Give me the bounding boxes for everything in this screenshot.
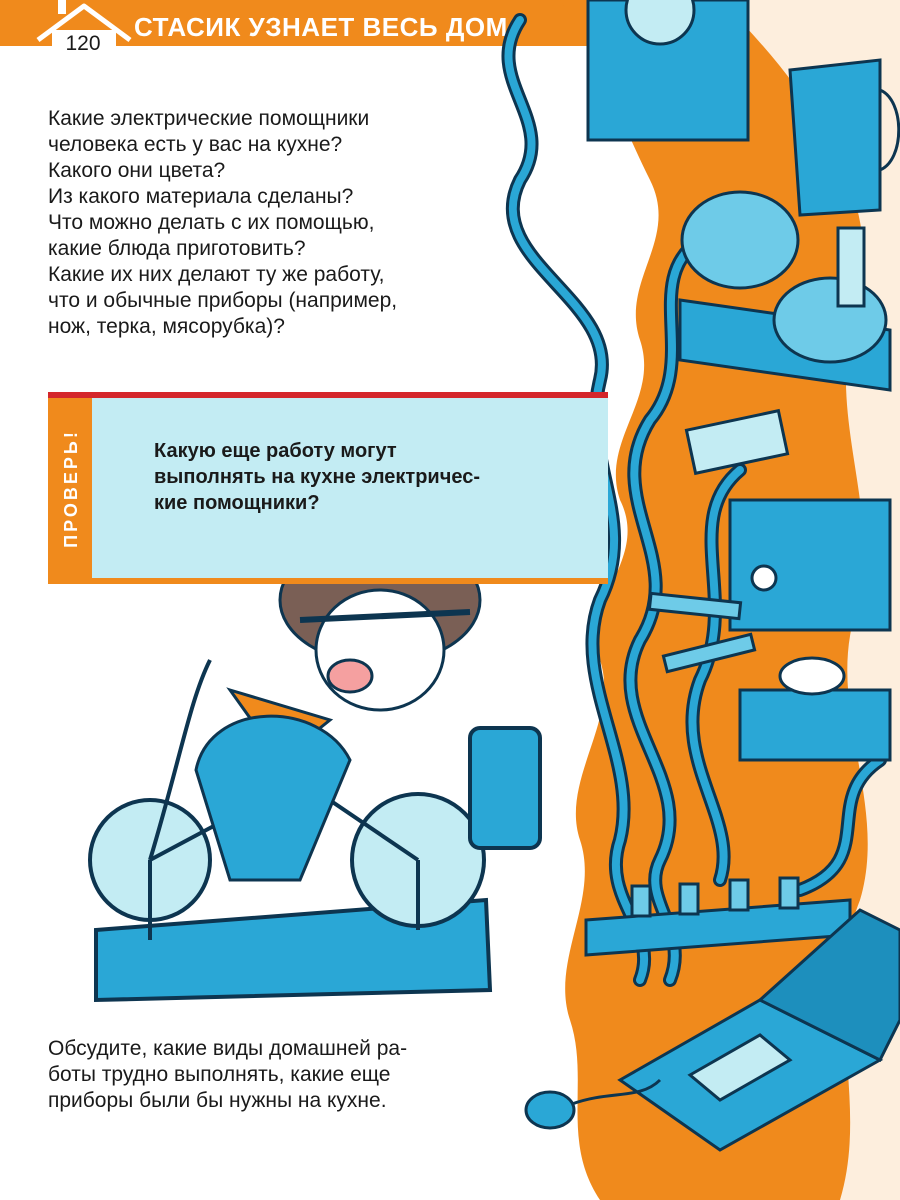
question-line: Из какого материала сделаны? [48,185,354,208]
discussion-line: боты трудно выполнять, какие еще [48,1063,391,1086]
question-line: нож, терка, мясорубка)? [48,315,285,338]
page-title: СТАСИК УЗНАЕТ ВЕСЬ ДОМ [134,12,508,42]
check-question-line: кие помощники? [154,492,320,514]
check-box-label [50,398,92,578]
question-line: Какие электрические помощники [48,107,370,130]
question-line: Какого они цвета? [48,159,226,182]
page-number: 120 [65,32,101,55]
question-line: что и обычные приборы (например, [48,289,398,312]
question-line: Что можно делать с их помощью, [48,211,375,234]
discussion-line: приборы были бы нужны на кухне. [48,1089,387,1112]
question-line: Какие их них делают ту же работу, [48,263,385,286]
check-question-line: выполнять на кухне электричес- [154,466,480,488]
question-line: какие блюда приготовить? [48,237,306,260]
check-question-line: Какую еще работу могут [154,440,397,462]
check-question [154,438,574,516]
washing-machine [588,0,748,140]
discussion-text [48,1036,468,1114]
question-line: человека есть у вас на кухне? [48,133,343,156]
check-label-text: ПРОВЕРЬ! [60,428,81,548]
intro-questions [48,106,468,340]
discussion-line: Обсудите, какие виды домашней ра- [48,1037,408,1060]
